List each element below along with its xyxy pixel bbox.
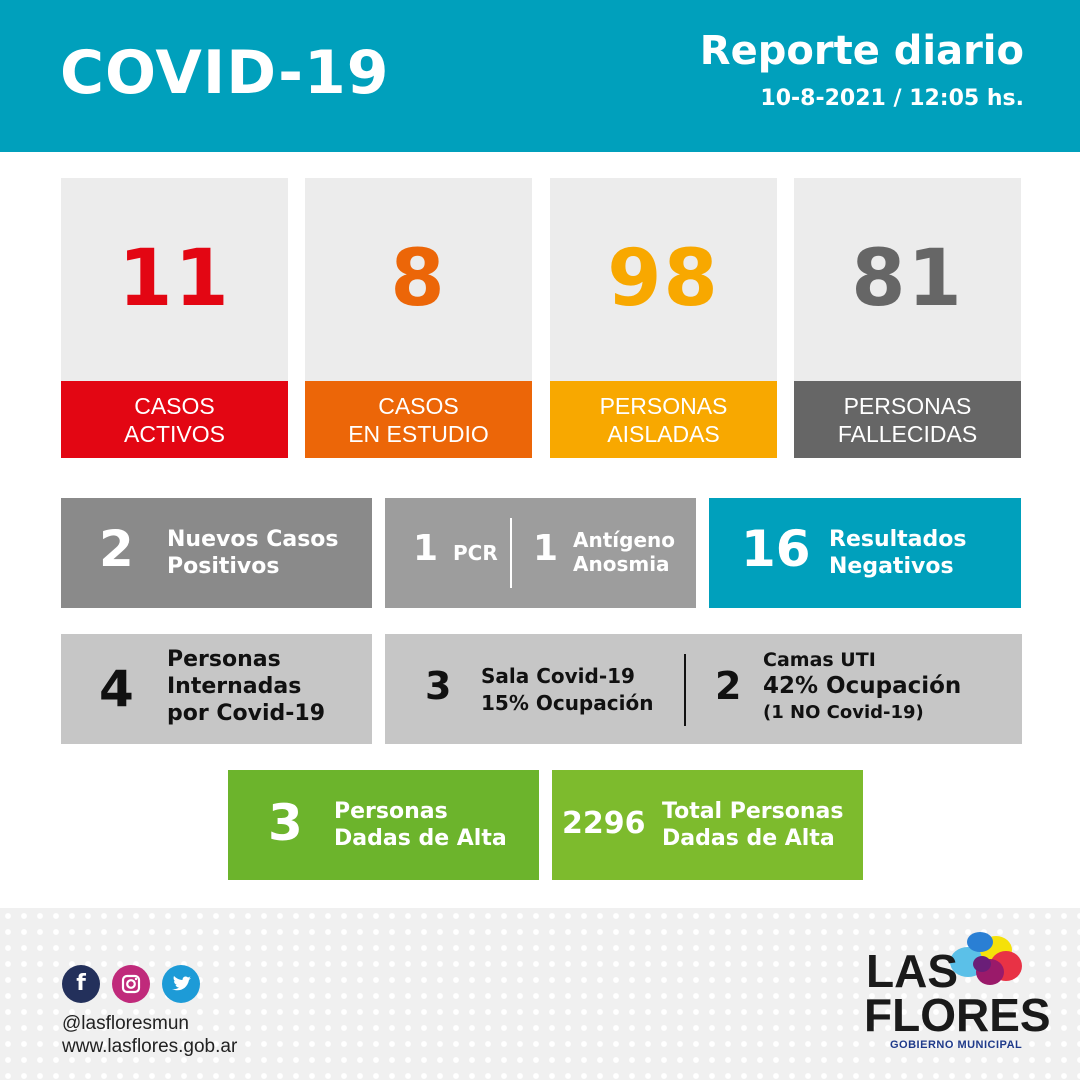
- personas-fallecidas-label-line-1: PERSONAS: [843, 393, 972, 419]
- personas-aisladas-label: [550, 381, 777, 458]
- personas-aisladas-label-line-1: PERSONAS: [599, 393, 728, 419]
- nuevos-casos-label-line-1: Nuevos Casos: [167, 527, 339, 552]
- internadas-label-line-3: por Covid-19: [167, 701, 326, 726]
- card-casos-activos: [61, 178, 288, 458]
- personas-fallecidas-value: 81: [851, 234, 964, 324]
- antigeno-label-line-2: Anosmia: [573, 552, 670, 576]
- pcr-divider: [510, 518, 512, 588]
- card-casos-en-estudio: [305, 178, 532, 458]
- casos-en-estudio-label: [305, 381, 532, 458]
- antigeno-label-line-1: Antígeno: [573, 528, 675, 552]
- alta-label-line-1: Personas: [334, 799, 448, 824]
- report-date: 10-8-2021 / 12:05 hs.: [760, 86, 1024, 111]
- total-alta-value: 2296: [562, 806, 646, 841]
- box-total-dadas-de-alta: [552, 770, 863, 880]
- page-title: COVID-19: [60, 38, 390, 108]
- pcr-label: PCR: [453, 541, 498, 565]
- internadas-label-line-1: Personas: [167, 647, 281, 672]
- personas-fallecidas-label: [794, 381, 1021, 458]
- antigeno-label: [573, 528, 675, 576]
- nuevos-casos-label: [167, 526, 339, 580]
- sala-label-line-2: 15% Ocupación: [481, 691, 654, 715]
- alta-label: [334, 798, 507, 852]
- casos-activos-value: 11: [118, 234, 231, 324]
- report-title: Reporte diario: [699, 28, 1024, 74]
- casos-en-estudio-label-line-2: EN ESTUDIO: [348, 421, 489, 447]
- uti-value: 2: [715, 664, 742, 708]
- negativos-label: [829, 526, 966, 580]
- logo-subtitle: GOBIERNO MUNICIPAL: [890, 1039, 1023, 1051]
- logo-las: LAS: [866, 945, 958, 997]
- sala-label-line-1: Sala Covid-19: [481, 664, 635, 688]
- sala-label: [481, 663, 653, 717]
- casos-activos-label-line-1: CASOS: [134, 393, 215, 419]
- internadas-label-line-2: Internadas: [167, 674, 302, 699]
- sala-value: 3: [425, 664, 452, 708]
- twitter-icon[interactable]: [162, 965, 200, 1003]
- total-alta-label: [662, 798, 843, 852]
- box-dadas-de-alta: [228, 770, 539, 880]
- antigeno-value: 1: [533, 528, 559, 569]
- box-ocupacion: [385, 634, 1022, 744]
- instagram-icon[interactable]: [112, 965, 150, 1003]
- casos-en-estudio-label-line-1: CASOS: [378, 393, 459, 419]
- instagram-glyph: [112, 965, 150, 1003]
- card-personas-aisladas: [550, 178, 777, 458]
- box-resultados-negativos: [709, 498, 1021, 608]
- casos-en-estudio-value: 8: [390, 234, 447, 324]
- ocupacion-divider: [684, 654, 686, 726]
- card-personas-fallecidas: [794, 178, 1021, 458]
- total-alta-label-line-2: Dadas de Alta: [662, 826, 835, 851]
- personas-aisladas-value: 98: [607, 234, 720, 324]
- casos-activos-label-line-2: ACTIVOS: [124, 421, 225, 447]
- social-handle[interactable]: @lasfloresmun: [62, 1013, 189, 1034]
- negativos-label-line-2: Negativos: [829, 554, 954, 579]
- internadas-label: [167, 646, 325, 727]
- internadas-value: 4: [99, 660, 134, 718]
- facebook-icon[interactable]: f: [62, 965, 100, 1003]
- box-pcr-antigeno: [385, 498, 696, 608]
- uti-label: [763, 648, 961, 726]
- negativos-label-line-1: Resultados: [829, 527, 967, 552]
- logo-flores: FLORES: [864, 989, 1051, 1041]
- website-link[interactable]: www.lasflores.gob.ar: [62, 1036, 238, 1057]
- pcr-value: 1: [413, 528, 439, 569]
- negativos-value: 16: [741, 520, 811, 578]
- casos-activos-label: [61, 381, 288, 458]
- uti-label-line-3: (1 NO Covid-19): [763, 702, 924, 723]
- twitter-glyph: [162, 965, 200, 1003]
- alta-value: 3: [268, 794, 303, 852]
- nuevos-casos-label-line-2: Positivos: [167, 554, 280, 579]
- personas-fallecidas-label-line-2: FALLECIDAS: [837, 421, 978, 447]
- box-personas-internadas: [61, 634, 372, 744]
- alta-label-line-2: Dadas de Alta: [334, 826, 507, 851]
- box-nuevos-casos: [61, 498, 372, 608]
- uti-label-line-1: Camas UTI: [763, 649, 876, 671]
- header-banner: [0, 0, 1080, 152]
- total-alta-label-line-1: Total Personas: [662, 799, 844, 824]
- nuevos-casos-value: 2: [99, 520, 134, 578]
- uti-label-line-2: 42% Ocupación: [763, 673, 962, 699]
- personas-aisladas-label-line-2: AISLADAS: [607, 421, 720, 447]
